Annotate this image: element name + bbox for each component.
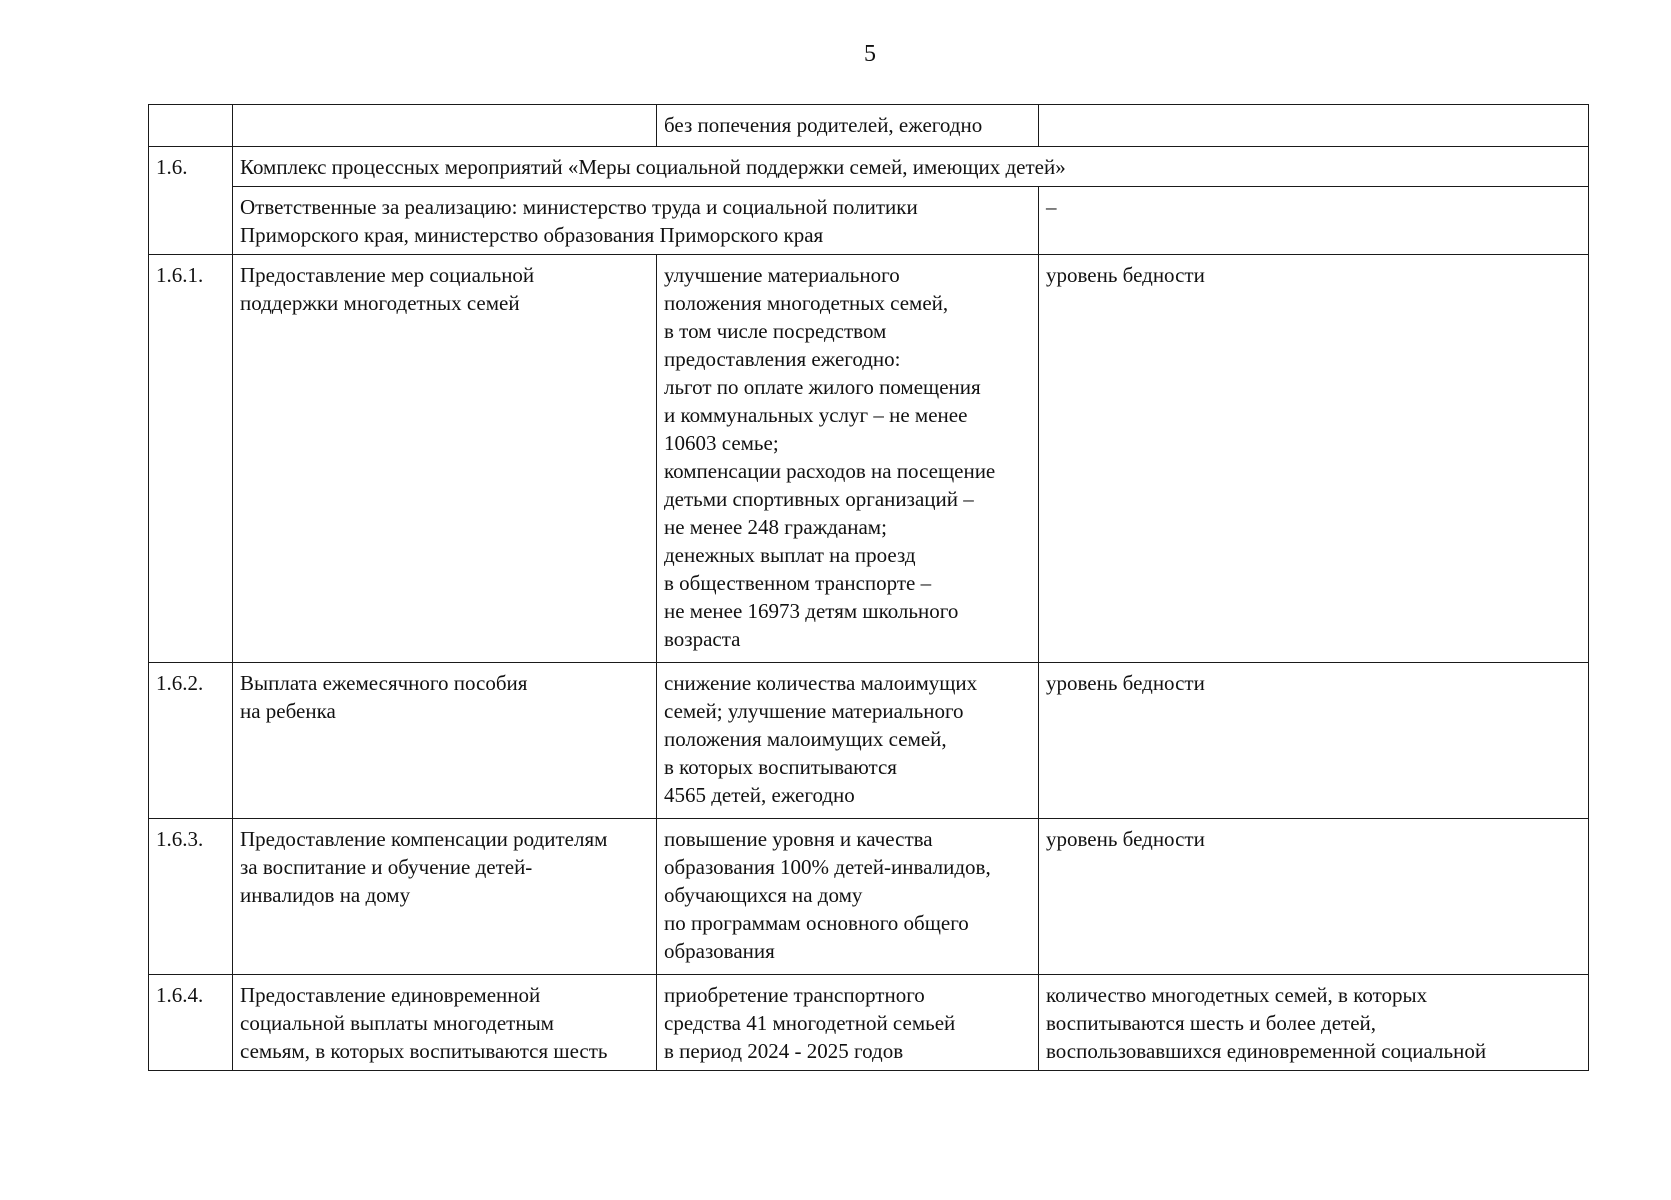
row-number: 1.6.4. — [149, 975, 233, 1071]
expected-result: улучшение материального положения многодетных семей, в том числе посредством предоставления ежегодно: льгот по оплате жилого помещения и коммунальных услуг – не менее 10603 семье; компенсации расходов на посещение детьми спортивных организаций – не менее 248 гражданам; денежных выплат на проезд в общественном транспорте – не менее 16973 детям школьного возраста — [657, 255, 1039, 663]
table-row — [149, 975, 1589, 1071]
section-title: Комплекс процессных мероприятий «Меры социальной поддержки семей, имеющих детей» — [233, 147, 1589, 187]
indicator — [1039, 105, 1589, 147]
row-number: 1.6.1. — [149, 255, 233, 663]
measure-name: Предоставление мер социальной поддержки многодетных семей — [233, 255, 657, 663]
table-row — [149, 255, 1589, 663]
indicator: уровень бедности — [1039, 819, 1589, 975]
indicator: уровень бедности — [1039, 255, 1589, 663]
expected-result: снижение количества малоимущих семей; улучшение материального положения малоимущих семей, в которых воспитываются 4565 детей, ежегодно — [657, 663, 1039, 819]
measure-name: Предоставление компенсации родителям за воспитание и обучение детей- инвалидов на дому — [233, 819, 657, 975]
section-number: 1.6. — [149, 147, 233, 255]
table-row-continuation — [149, 105, 1589, 147]
row-number: 1.6.3. — [149, 819, 233, 975]
measure-name — [233, 105, 657, 147]
section-responsible-row — [149, 187, 1589, 255]
row-number — [149, 105, 233, 147]
measures-table — [148, 104, 1589, 1071]
section-header-row — [149, 147, 1589, 187]
row-number: 1.6.2. — [149, 663, 233, 819]
table-row — [149, 819, 1589, 975]
expected-result: повышение уровня и качества образования 100% детей-инвалидов, обучающихся на дому по программам основного общего образования — [657, 819, 1039, 975]
indicator: уровень бедности — [1039, 663, 1589, 819]
section-responsible: Ответственные за реализацию: министерство труда и социальной политики Приморского края, министерство образования Приморского края — [233, 187, 1039, 255]
indicator: количество многодетных семей, в которых воспитываются шесть и более детей, воспользовавшихся единовременной социальной — [1039, 975, 1589, 1071]
expected-result: без попечения родителей, ежегодно — [657, 105, 1039, 147]
measure-name: Выплата ежемесячного пособия на ребенка — [233, 663, 657, 819]
section-responsible-value: – — [1039, 187, 1589, 255]
page-number: 5 — [864, 41, 876, 67]
table-row — [149, 663, 1589, 819]
measure-name: Предоставление единовременной социальной выплаты многодетным семьям, в которых воспитываются шесть — [233, 975, 657, 1071]
expected-result: приобретение транспортного средства 41 многодетной семьей в период 2024 - 2025 годов — [657, 975, 1039, 1071]
